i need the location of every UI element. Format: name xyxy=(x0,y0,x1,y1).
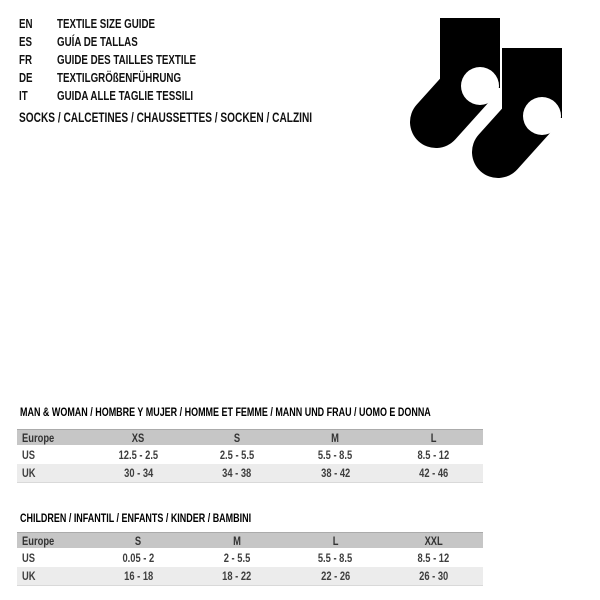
category-title-text: SOCKS / CALCETINES / CHAUSSETTES / SOCKEN / CALZINI xyxy=(19,110,313,125)
header-cell-region: Europe xyxy=(22,533,55,548)
cell-region: US xyxy=(22,447,36,462)
cell-value: 8.5 - 12 xyxy=(417,447,450,462)
table-row-us xyxy=(17,445,483,464)
header-cell-size: M xyxy=(331,430,340,445)
cell-value: 2.5 - 5.5 xyxy=(219,447,255,462)
size-table-adults xyxy=(17,429,483,483)
cell-value: 22 - 26 xyxy=(320,569,350,583)
cell-value: 34 - 38 xyxy=(222,466,252,480)
cell-region: US xyxy=(22,550,36,565)
language-row-it xyxy=(19,86,242,104)
cell-value: 5.5 - 8.5 xyxy=(318,550,353,565)
language-row-fr xyxy=(19,50,242,68)
header-cell-size: L xyxy=(332,533,339,548)
language-row-en xyxy=(19,14,242,32)
table-row-us xyxy=(17,548,483,567)
header-cell-size: L xyxy=(430,430,437,445)
cell-value: 38 - 42 xyxy=(320,466,350,480)
header-cell-size: S xyxy=(233,430,241,445)
language-label: GUÍA DE TALLAS xyxy=(57,33,138,49)
language-label: TEXTILE SIZE GUIDE xyxy=(57,15,156,31)
category-title xyxy=(19,110,410,126)
sock-left xyxy=(436,18,500,122)
cell-value: 26 - 30 xyxy=(419,569,449,583)
table-row-uk xyxy=(17,567,483,586)
language-code: DE xyxy=(19,69,33,85)
table-title-adults-text: MAN & WOMAN / HOMBRE Y MUJER / HOMME ET FEMME / MANN UND FRAU / UOMO E DONNA xyxy=(20,407,431,419)
table-title-children-text: CHILDREN / INFANTIL / ENFANTS / KINDER / BAMBINI xyxy=(20,513,252,525)
language-label: TEXTILGRÖßENFÜHRUNG xyxy=(57,69,182,85)
language-code: FR xyxy=(19,51,33,67)
header-cell-size: M xyxy=(233,533,241,548)
table-title-children xyxy=(20,512,316,526)
language-label: GUIDA ALLE TAGLIE TESSILI xyxy=(57,87,194,103)
language-label: GUIDE DES TAILLES TEXTILE xyxy=(57,51,197,67)
cell-value: 16 - 18 xyxy=(123,569,154,583)
socks-icon xyxy=(405,12,565,182)
language-code: EN xyxy=(19,15,33,31)
table-header-row xyxy=(17,532,483,548)
cell-value: 12.5 - 2.5 xyxy=(118,447,159,462)
cell-region: UK xyxy=(22,466,36,480)
size-table-children xyxy=(17,532,483,586)
header-cell-size: XXL xyxy=(424,533,443,548)
sock-right xyxy=(498,48,562,152)
table-row-uk xyxy=(17,464,483,483)
table-header-row xyxy=(17,429,483,445)
cell-value: 0.05 - 2 xyxy=(122,550,155,565)
cell-value: 30 - 34 xyxy=(123,466,154,480)
header-cell-size: XS xyxy=(132,430,145,445)
cell-value: 5.5 - 8.5 xyxy=(318,447,353,462)
language-row-es xyxy=(19,32,242,50)
table-title-adults xyxy=(20,406,547,420)
cell-value: 2 - 5.5 xyxy=(223,550,251,565)
cell-value: 18 - 22 xyxy=(222,569,252,583)
header-cell-size: S xyxy=(135,533,142,548)
language-list xyxy=(19,14,242,104)
language-row-de xyxy=(19,68,242,86)
cell-value: 8.5 - 12 xyxy=(417,550,450,565)
cell-value: 42 - 46 xyxy=(419,466,449,480)
language-code: ES xyxy=(19,33,33,49)
header-cell-region: Europe xyxy=(22,430,55,445)
language-code: IT xyxy=(19,87,28,103)
cell-region: UK xyxy=(22,569,36,583)
